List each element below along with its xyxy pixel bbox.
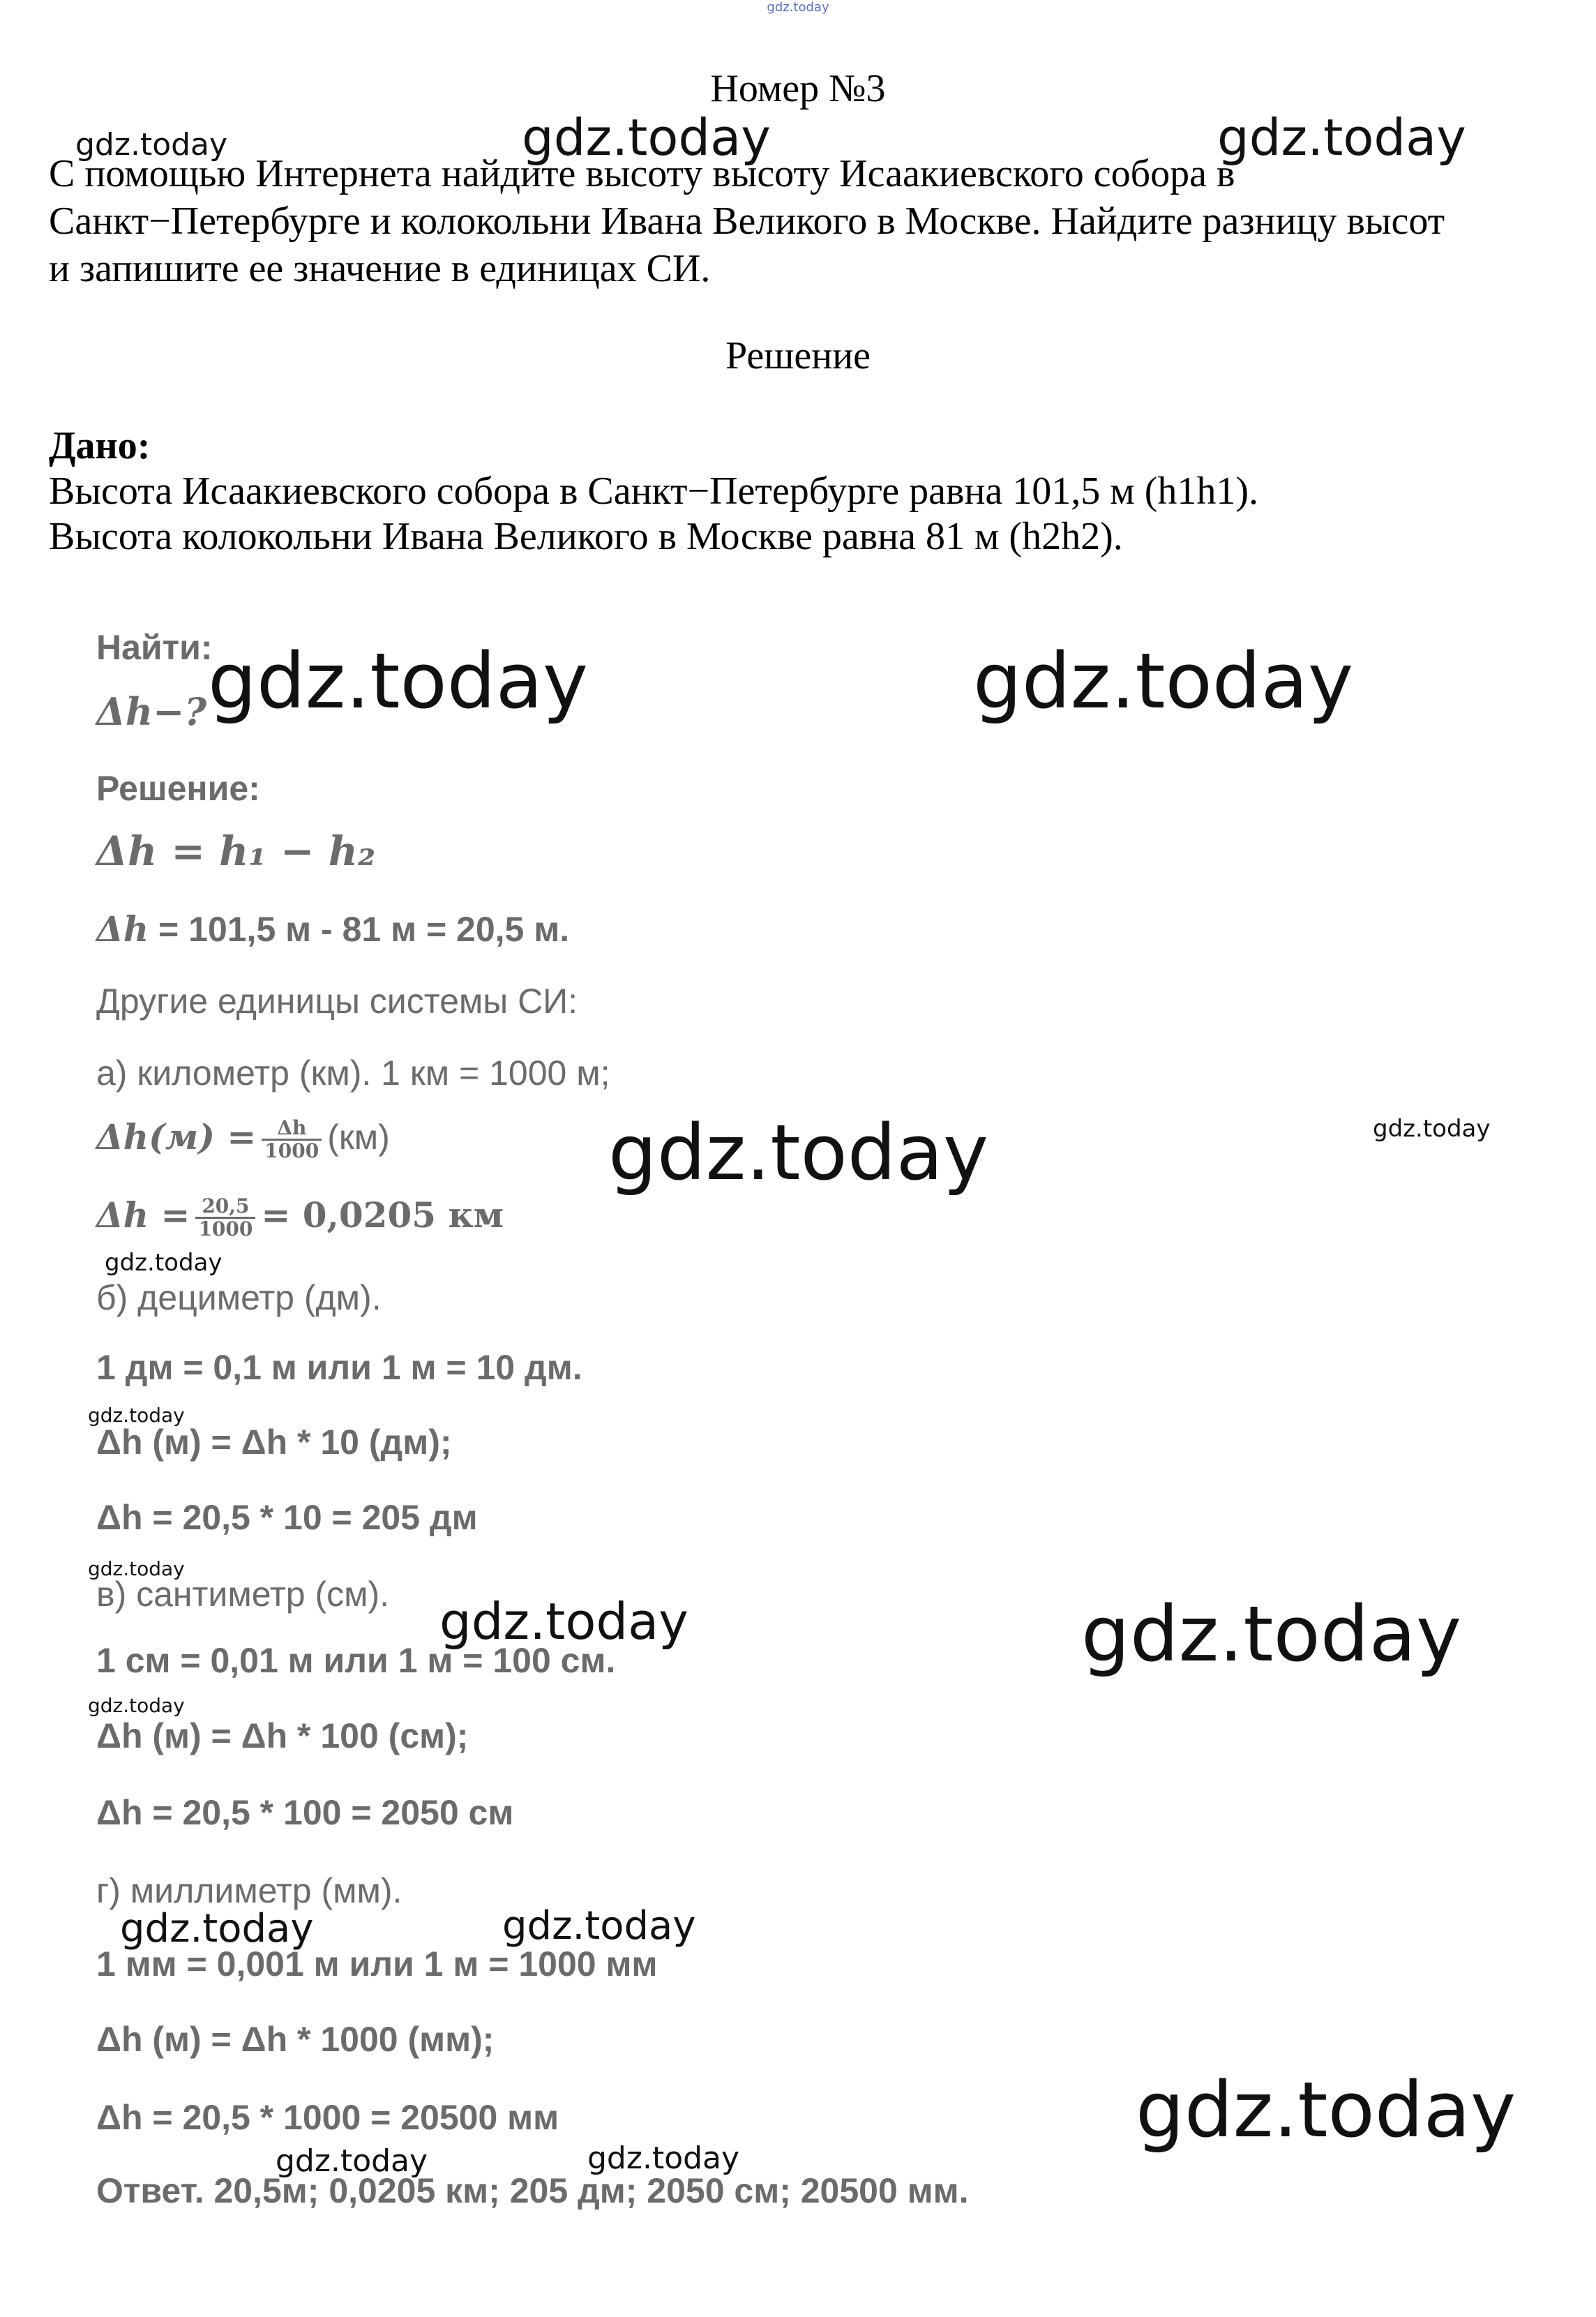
- watermark: gdz.today: [75, 127, 228, 163]
- watermark: gdz.today: [88, 1404, 185, 1427]
- mm-intro: г) миллиметр (мм).: [96, 1871, 402, 1910]
- cm-relation: 1 см = 0,01 м или 1 м = 100 см.: [96, 1641, 616, 1680]
- other-units-line: Другие единицы системы СИ:: [96, 982, 578, 1021]
- mm-calc: Δh = 20,5 * 1000 = 20500 мм: [96, 2098, 559, 2137]
- km-calc: [96, 1194, 504, 1240]
- answer-line: Ответ. 20,5м; 0,0205 км; 205 дм; 2050 см; 20500 мм.: [96, 2171, 969, 2210]
- watermark: gdz.today: [105, 1249, 223, 1277]
- watermark: gdz.today: [1136, 2065, 1516, 2154]
- cm-intro: в) сантиметр (см).: [96, 1575, 390, 1614]
- watermark: gdz.today: [439, 1592, 688, 1651]
- top-watermark: gdz.today: [767, 0, 829, 15]
- km-formula: [96, 1116, 390, 1162]
- formula-symbolic: Δh = h₁ − h₂: [96, 827, 376, 875]
- fraction-denominator: 1000: [198, 1217, 253, 1241]
- watermark: gdz.today: [608, 1108, 989, 1197]
- fraction-numerator: 20,5: [195, 1196, 255, 1219]
- formula-numeric: [96, 908, 569, 950]
- watermark: gdz.today: [1081, 1589, 1462, 1679]
- given-line-1: Высота Исаакиевского собора в Санкт−Петербурге равна 101,5 м (h1h1).: [49, 470, 1259, 513]
- km-fraction: [262, 1118, 322, 1162]
- cm-formula: Δh (м) = Δh * 100 (см);: [96, 1716, 469, 1755]
- delta-h-symbol: Δh: [96, 908, 149, 950]
- watermark: gdz.today: [522, 108, 771, 167]
- task-line: и запишите ее значение в единицах СИ.: [49, 247, 711, 290]
- dm-formula: Δh (м) = Δh * 10 (дм);: [96, 1423, 452, 1462]
- find-value: Δh−?: [96, 689, 207, 734]
- page-title: Номер №3: [710, 67, 886, 110]
- km-calc-fraction: [195, 1196, 255, 1240]
- km-formula-lhs: Δh(м) =: [96, 1116, 257, 1157]
- watermark: gdz.today: [88, 1557, 185, 1580]
- dm-calc: Δh = 20,5 * 10 = 205 дм: [96, 1498, 478, 1537]
- watermark: gdz.today: [208, 636, 589, 726]
- formula-numeric-rhs: = 101,5 м - 81 м = 20,5 м.: [149, 910, 570, 949]
- task-line: Санкт−Петербурге и колокольни Ивана Великого в Москве. Найдите разницу высот: [49, 200, 1445, 243]
- km-intro: а) километр (км). 1 км = 1000 м;: [96, 1053, 610, 1093]
- mm-formula: Δh (м) = Δh * 1000 (мм);: [96, 2020, 495, 2059]
- solution-heading: Решение: [725, 334, 871, 377]
- watermark: gdz.today: [1217, 108, 1466, 167]
- watermark: gdz.today: [973, 636, 1354, 726]
- dm-intro: б) дециметр (дм).: [96, 1278, 382, 1317]
- cm-calc: Δh = 20,5 * 100 = 2050 см: [96, 1793, 514, 1832]
- mm-relation: 1 мм = 0,001 м или 1 м = 1000 мм: [96, 1944, 658, 1984]
- fraction-numerator: Δh: [262, 1118, 322, 1141]
- km-calc-lhs: Δh =: [96, 1194, 190, 1236]
- watermark: gdz.today: [88, 1694, 185, 1717]
- fraction-denominator: 1000: [264, 1139, 319, 1163]
- dm-relation: 1 дм = 0,1 м или 1 м = 10 дм.: [96, 1348, 582, 1387]
- watermark: gdz.today: [276, 2143, 428, 2179]
- given-label: Дано:: [49, 424, 151, 467]
- find-label: Найти:: [96, 628, 213, 667]
- given-line-2: Высота колокольни Ивана Великого в Москве равна 81 м (h2h2).: [49, 515, 1123, 558]
- km-unit: (км): [327, 1118, 390, 1157]
- watermark: gdz.today: [120, 1906, 314, 1951]
- km-calc-rhs: = 0,0205 км: [261, 1194, 504, 1236]
- scan-solution-label: Решение:: [96, 769, 260, 808]
- task-line: С помощью Интернета найдите высоту высоту Исаакиевского собора в: [49, 152, 1235, 195]
- watermark: gdz.today: [1373, 1115, 1491, 1143]
- watermark: gdz.today: [502, 1903, 696, 1949]
- watermark: gdz.today: [587, 2140, 740, 2176]
